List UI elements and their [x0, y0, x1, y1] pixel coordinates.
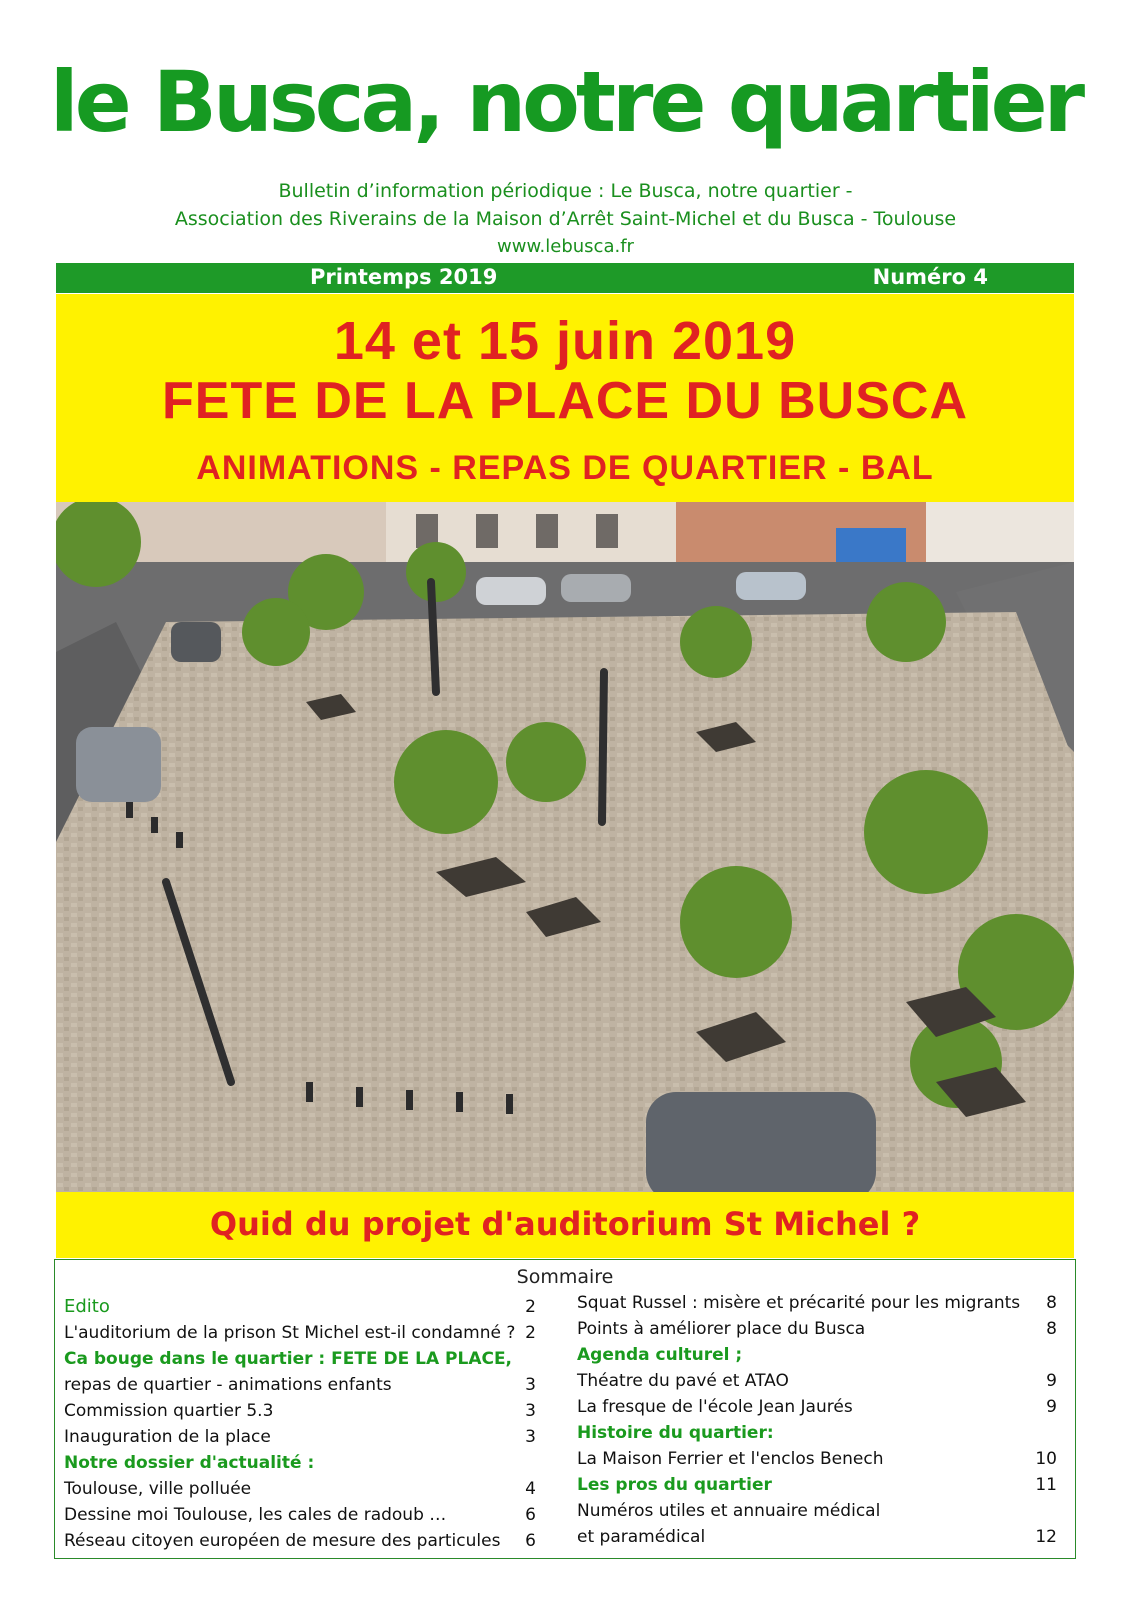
- toc-entry[interactable]: [577, 1394, 1057, 1420]
- toc-entry-title: Toulouse, ville polluée: [64, 1479, 252, 1499]
- toc-entry-title: Agenda culturel ;: [577, 1345, 743, 1365]
- toc-entry-page: 10: [1035, 1449, 1057, 1469]
- toc-entry-page: 9: [1046, 1397, 1057, 1417]
- website-link[interactable]: www.lebusca.fr: [497, 236, 634, 257]
- toc-entry-title: Edito: [64, 1296, 110, 1317]
- toc-entry[interactable]: [577, 1290, 1057, 1316]
- toc-entry[interactable]: [64, 1346, 536, 1372]
- town-square-photo: [56, 502, 1074, 1192]
- toc-entry-page: 3: [525, 1375, 536, 1395]
- toc-entry-page: 2: [525, 1297, 536, 1317]
- auditorium-teaser: Quid du projet d'auditorium St Michel ?: [56, 1192, 1074, 1258]
- subtitle-line-1: Bulletin d’information périodique : Le Busca, notre quartier -: [278, 180, 853, 202]
- toc-entry-page: 2: [525, 1323, 536, 1343]
- toc-entry[interactable]: [577, 1368, 1057, 1394]
- toc-entry-title: Notre dossier d'actualité :: [64, 1453, 315, 1473]
- toc-entry-title: Ca bouge dans le quartier : FETE DE LA PLACE,: [64, 1349, 513, 1369]
- toc-entry-page: 6: [525, 1531, 536, 1551]
- toc-entry[interactable]: [577, 1472, 1057, 1498]
- toc-entry[interactable]: [577, 1446, 1057, 1472]
- toc-entry[interactable]: [577, 1420, 1057, 1446]
- toc-right-column: [577, 1290, 1057, 1550]
- toc-entry-page: 11: [1035, 1475, 1057, 1495]
- toc-entry[interactable]: [64, 1320, 536, 1346]
- issue-bar: [56, 263, 1074, 293]
- headline-date: 14 et 15 juin 2019: [333, 311, 797, 371]
- toc-entry[interactable]: [64, 1294, 536, 1320]
- toc-entry[interactable]: [64, 1398, 536, 1424]
- toc-entry[interactable]: [64, 1476, 536, 1502]
- issue-number: Numéro 4: [872, 265, 988, 289]
- toc-entry-title: L'auditorium de la prison St Michel est-il condamné ?: [64, 1323, 516, 1343]
- toc-entry-title: Squat Russel : misère et précarité pour les migrants: [577, 1293, 1021, 1313]
- toc-entry-title: Commission quartier 5.3: [64, 1401, 274, 1421]
- newsletter-title: le Busca, notre quartier: [49, 53, 1082, 151]
- subtitle-line-2: Association des Riverains de la Maison d’Arrêt Saint-Michel et du Busca - Toulouse: [174, 208, 957, 230]
- toc-entry-page: 3: [525, 1401, 536, 1421]
- toc-left-column: [64, 1294, 536, 1554]
- toc-entry-title: repas de quartier - animations enfants: [64, 1375, 392, 1395]
- toc-entry-title: Histoire du quartier:: [577, 1423, 774, 1443]
- toc-entry[interactable]: [577, 1342, 1057, 1368]
- issue-season: Printemps 2019: [310, 265, 498, 289]
- toc-entry-page: 4: [525, 1479, 536, 1499]
- toc-title: Sommaire: [516, 1266, 614, 1288]
- toc-entry-title: Numéros utiles et annuaire médical: [577, 1501, 881, 1521]
- toc-entry[interactable]: [577, 1498, 1057, 1524]
- toc-entry[interactable]: [64, 1502, 536, 1528]
- toc-entry[interactable]: [577, 1524, 1057, 1550]
- toc-entry-title: Inauguration de la place: [64, 1427, 271, 1447]
- toc-entry-title: La fresque de l'école Jean Jaurés: [577, 1397, 853, 1417]
- toc-entry-title: et paramédical: [577, 1527, 706, 1547]
- table-of-contents: [54, 1259, 1076, 1559]
- toc-entry-page: 6: [525, 1505, 536, 1525]
- toc-entry[interactable]: [64, 1372, 536, 1398]
- toc-entry[interactable]: [577, 1316, 1057, 1342]
- toc-entry-page: 9: [1046, 1371, 1057, 1391]
- toc-entry[interactable]: [64, 1450, 536, 1476]
- headline-box: [56, 294, 1074, 502]
- toc-entry-page: 8: [1046, 1319, 1057, 1339]
- toc-entry-page: 12: [1035, 1527, 1057, 1547]
- headline-subtitle: ANIMATIONS - REPAS DE QUARTIER - BAL: [196, 449, 934, 487]
- toc-entry-title: Les pros du quartier: [577, 1475, 772, 1495]
- toc-entry-title: Points à améliorer place du Busca: [577, 1319, 866, 1339]
- toc-entry-title: Théatre du pavé et ATAO: [577, 1371, 789, 1391]
- toc-entry[interactable]: [64, 1424, 536, 1450]
- toc-entry-title: Réseau citoyen européen de mesure des particules: [64, 1531, 501, 1551]
- toc-entry[interactable]: [64, 1528, 536, 1554]
- headline-title: FETE DE LA PLACE DU BUSCA: [162, 372, 968, 430]
- toc-entry-page: 8: [1046, 1293, 1057, 1313]
- toc-entry-page: 3: [525, 1427, 536, 1447]
- toc-entry-title: La Maison Ferrier et l'enclos Benech: [577, 1449, 884, 1469]
- toc-entry-title: Dessine moi Toulouse, les cales de radoub …: [64, 1505, 447, 1525]
